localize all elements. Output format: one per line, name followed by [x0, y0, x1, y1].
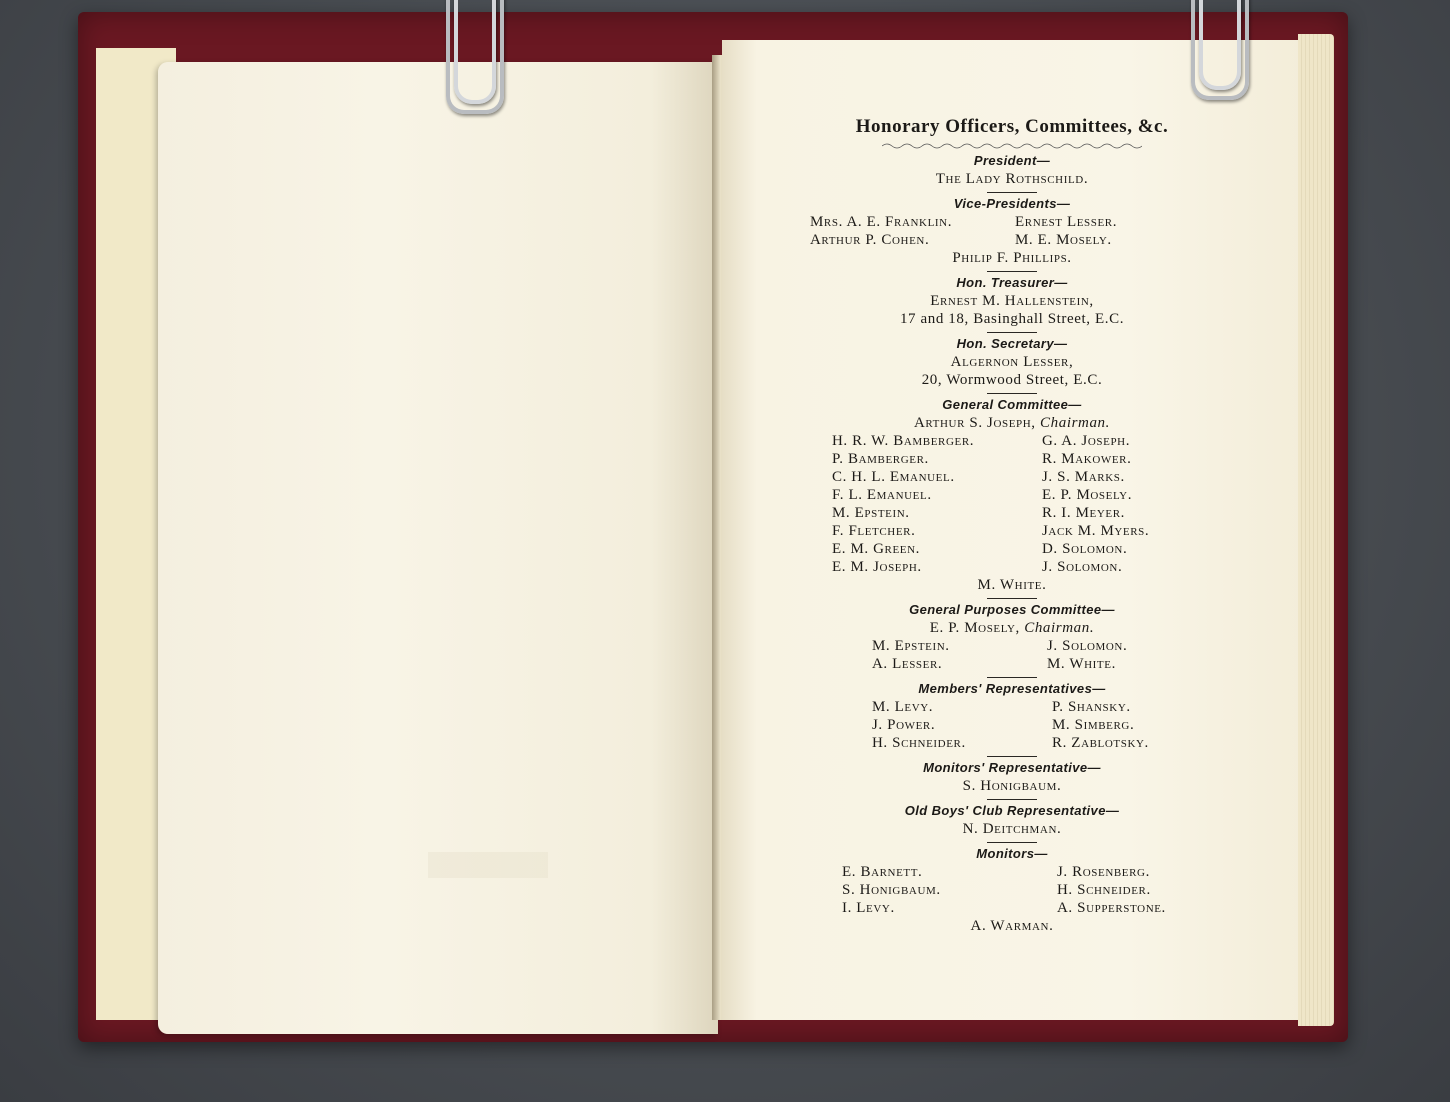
list-item: E. P. Mosely. [1042, 487, 1133, 503]
general-committee-list [832, 432, 1202, 576]
general-purposes-heading: General Purposes Committee— [909, 602, 1115, 617]
treasurer-address: 17 and 18, Basinghall Street, E.C. [899, 311, 1125, 327]
divider [987, 332, 1037, 333]
divider [987, 598, 1037, 599]
chair-title: Chairman. [1024, 620, 1095, 636]
list-item: H. Schneider. [872, 735, 966, 751]
secretary-address: 20, Wormwood Street, E.C. [921, 372, 1103, 388]
divider [987, 842, 1037, 843]
old-boys-rep-heading: Old Boys' Club Representative— [904, 803, 1120, 818]
president-name: The Lady Rothschild. [935, 171, 1089, 187]
title-ornament [882, 142, 1142, 150]
list-item: A. Lesser. [872, 656, 943, 672]
list-item: Ernest Lesser. [1015, 214, 1118, 230]
list-item: R. I. Meyer. [1042, 505, 1126, 521]
list-item: H. Schneider. [1057, 882, 1151, 898]
page-edges [1298, 34, 1334, 1026]
list-item: J. Solomon. [1042, 559, 1123, 575]
list-item: R. Zablotsky. [1052, 735, 1149, 751]
members-reps-heading: Members' Representatives— [918, 681, 1106, 696]
divider [987, 192, 1037, 193]
list-item: Jack M. Myers. [1042, 523, 1150, 539]
list-item: I. Levy. [842, 900, 895, 916]
monitors-rep-name: S. Honigbaum. [962, 778, 1062, 794]
general-committee-heading: General Committee— [942, 397, 1082, 412]
treasurer-heading: Hon. Treasurer— [956, 275, 1068, 290]
page-title: Honorary Officers, Committees, &c. [855, 116, 1169, 137]
list-item: M. Epstein. [872, 638, 950, 654]
list-item: M. Epstein. [832, 505, 910, 521]
secretary-heading: Hon. Secretary— [956, 336, 1068, 351]
president-heading: President— [973, 153, 1051, 168]
list-item: J. Solomon. [1047, 638, 1128, 654]
list-item: F. Fletcher. [832, 523, 916, 539]
binder-clip-left [440, 0, 510, 115]
old-boys-rep-name: N. Deitchman. [962, 821, 1062, 837]
list-item: R. Makower. [1042, 451, 1132, 467]
list-item: P. Shansky. [1052, 699, 1131, 715]
list-item: F. L. Emanuel. [832, 487, 932, 503]
list-item: M. E. Mosely. [1015, 232, 1112, 248]
list-item: J. S. Marks. [1042, 469, 1125, 485]
list-item: A. Supperstone. [1057, 900, 1166, 916]
vice-presidents-list [810, 213, 1190, 249]
list-item: M. Levy. [872, 699, 934, 715]
divider [987, 799, 1037, 800]
list-item: J. Power. [872, 717, 936, 733]
general-purposes-list [872, 637, 1192, 673]
list-item: S. Honigbaum. [842, 882, 941, 898]
treasurer-name: Ernest M. Hallenstein, [930, 293, 1094, 309]
list-item: Philip F. Phillips. [952, 250, 1072, 266]
list-item: Mrs. A. E. Franklin. [810, 214, 953, 230]
list-item: M. Simberg. [1052, 717, 1135, 733]
secretary-name: Algernon Lesser, [950, 354, 1074, 370]
general-purposes-chair [722, 619, 1302, 637]
monitors-heading: Monitors— [976, 846, 1048, 861]
list-item: M. White. [1047, 656, 1116, 672]
list-item: E. M. Joseph. [832, 559, 922, 575]
list-item: P. Bamberger. [832, 451, 929, 467]
binder-clip-right [1185, 0, 1255, 100]
left-page-blank [158, 62, 718, 1034]
chair-name: E. P. Mosely, [929, 620, 1020, 636]
officers-list [722, 108, 1302, 935]
members-reps-list [872, 698, 1202, 752]
show-through-text [348, 852, 548, 886]
divider [987, 756, 1037, 757]
vice-presidents-heading: Vice-Presidents— [953, 196, 1071, 211]
general-committee-chair [722, 414, 1302, 432]
monitors-list [842, 863, 1232, 917]
list-item: Arthur P. Cohen. [810, 232, 930, 248]
list-item: E. Barnett. [842, 864, 923, 880]
list-item: J. Rosenberg. [1057, 864, 1150, 880]
list-item: H. R. W. Bamberger. [832, 433, 975, 449]
list-item: G. A. Joseph. [1042, 433, 1131, 449]
chair-name: Arthur S. Joseph, [913, 415, 1036, 431]
list-item: D. Solomon. [1042, 541, 1128, 557]
chair-title: Chairman. [1040, 415, 1111, 431]
list-item: E. M. Green. [832, 541, 921, 557]
list-item: M. White. [977, 577, 1047, 593]
divider [987, 271, 1037, 272]
divider [987, 677, 1037, 678]
list-item: C. H. L. Emanuel. [832, 469, 955, 485]
divider [987, 393, 1037, 394]
list-item: A. Warman. [970, 918, 1054, 934]
monitors-rep-heading: Monitors' Representative— [923, 760, 1101, 775]
